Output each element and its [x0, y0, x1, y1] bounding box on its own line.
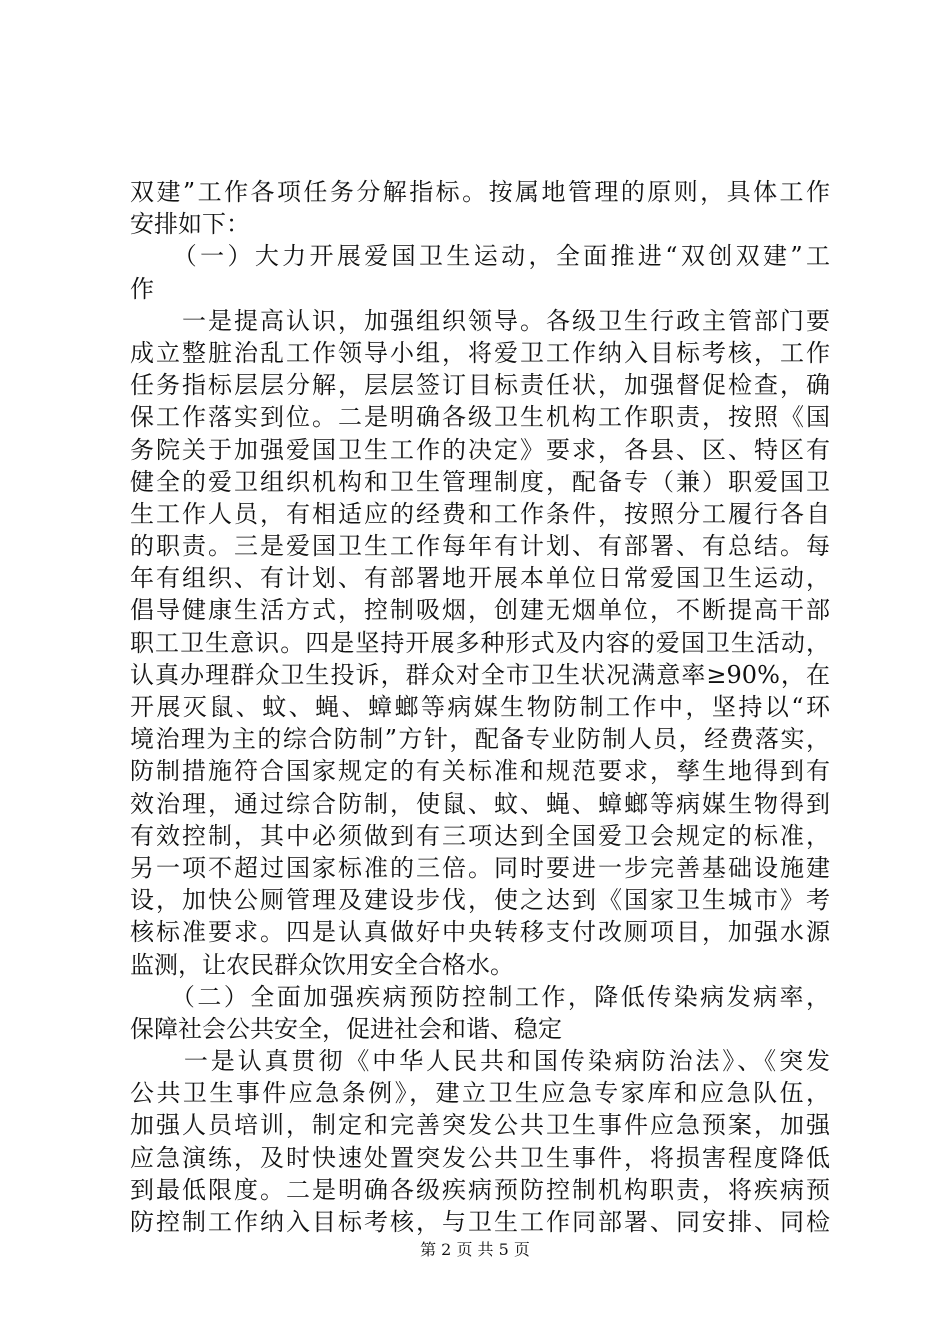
body-line: （二）全面加强疾病预防控制工作，降低传染病发病率， — [130, 982, 830, 1011]
body-line: 成立整脏治乱工作领导小组，将爱卫工作纳入目标考核，工作 — [130, 338, 830, 367]
body-line: 境治理为主的综合防制”方针，配备专业防制人员，经费落实， — [130, 725, 830, 754]
body-line: 开展灭鼠、蚊、蝇、蟑螂等病媒生物防制工作中，坚持以“环 — [130, 693, 830, 721]
body-line: 防控制工作纳入目标考核，与卫生工作同部署、同安排、同检 — [130, 1208, 830, 1236]
body-line: 防制措施符合国家规定的有关标准和规范要求，孳生地得到有 — [130, 757, 830, 786]
body-line: 务院关于加强爱国卫生工作的决定》要求，各县、区、特区有 — [130, 435, 830, 464]
body-line: 安排如下： — [130, 210, 250, 239]
body-line: 作 — [130, 274, 154, 303]
body-line: 一是认真贯彻《中华人民共和国传染病防治法》、《突发 — [130, 1047, 830, 1076]
body-line: 保障社会公共安全，促进社会和谐、稳定 — [130, 1014, 562, 1043]
body-line: 双建”工作各项任务分解指标。按属地管理的原则，具体工作 — [130, 178, 830, 206]
body-line: 公共卫生事件应急条例》，建立卫生应急专家库和应急队伍， — [130, 1079, 830, 1108]
body-line: 保工作落实到位。二是明确各级卫生机构工作职责，按照《国 — [130, 403, 830, 432]
body-line: 年有组织、有计划、有部署地开展本单位日常爱国卫生运动， — [130, 564, 830, 593]
body-line: 监测，让农民群众饮用安全合格水。 — [130, 950, 514, 979]
body-line: 应急演练，及时快速处置突发公共卫生事件，将损害程度降低 — [130, 1143, 830, 1172]
body-line: 健全的爱卫组织机构和卫生管理制度，配备专（兼）职爱国卫 — [130, 467, 830, 496]
body-line: 效治理，通过综合防制，使鼠、蚊、蝇、蟑螂等病媒生物得到 — [130, 789, 830, 818]
body-line: 加强人员培训，制定和完善突发公共卫生事件应急预案，加强 — [130, 1111, 830, 1140]
body-line: （一）大力开展爱国卫生运动，全面推进“双创双建”工 — [130, 242, 830, 271]
body-line: 职工卫生意识。四是坚持开展多种形式及内容的爱国卫生活动， — [130, 628, 830, 657]
body-line: 核标准要求。四是认真做好中央转移支付改厕项目，加强水源 — [130, 918, 830, 947]
body-line: 认真办理群众卫生投诉，群众对全市卫生状况满意率≥90%，在 — [130, 660, 830, 689]
body-text — [130, 176, 830, 1238]
body-line: 任务指标层层分解，层层签订目标责任状，加强督促检查，确 — [130, 371, 830, 400]
body-line: 的职责。三是爱国卫生工作每年有计划、有部署、有总结。每 — [130, 532, 830, 561]
body-line: 有效控制，其中必须做到有三项达到全国爱卫会规定的标准， — [130, 821, 830, 850]
body-line: 生工作人员，有相适应的经费和工作条件，按照分工履行各自 — [130, 499, 830, 528]
body-line: 设，加快公厕管理及建设步伐，使之达到《国家卫生城市》考 — [130, 886, 830, 915]
body-line: 倡导健康生活方式，控制吸烟，创建无烟单位，不断提高干部 — [130, 596, 830, 625]
body-line: 到最低限度。二是明确各级疾病预防控制机构职责，将疾病预 — [130, 1175, 830, 1204]
body-line: 一是提高认识，加强组织领导。各级卫生行政主管部门要 — [130, 306, 830, 335]
page-footer: 第 2 页 共 5 页 — [420, 1240, 530, 1259]
body-line: 另一项不超过国家标准的三倍。同时要进一步完善基础设施建 — [130, 853, 830, 882]
